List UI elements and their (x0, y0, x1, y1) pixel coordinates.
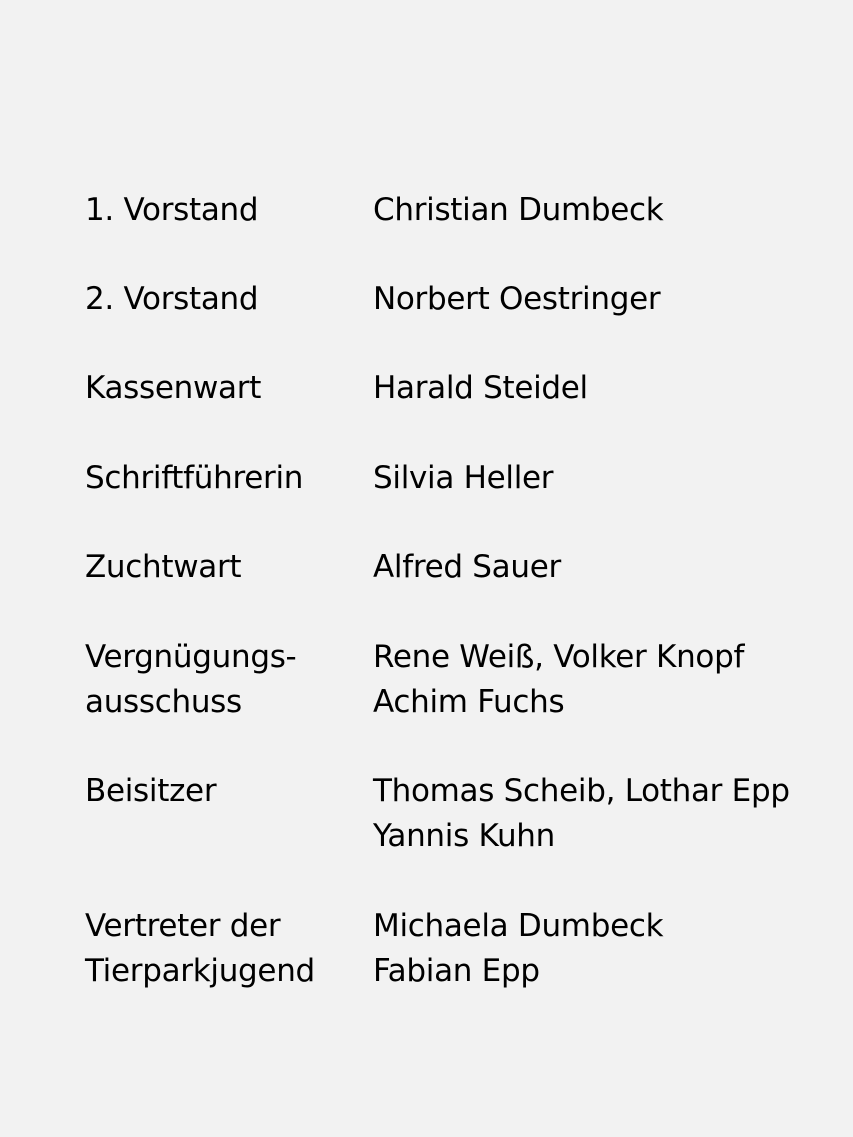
role-line: Vergnügungs- (85, 639, 297, 675)
role-label (85, 277, 365, 322)
name-line: Achim Fuchs (373, 684, 565, 720)
name-line: Michaela Dumbeck (373, 908, 664, 944)
name-line: Thomas Scheib, Lothar Epp (373, 773, 790, 809)
role-label (85, 769, 365, 814)
role-line: 2. Vorstand (85, 281, 259, 317)
name-line: Norbert Oestringer (373, 281, 661, 317)
member-names (373, 188, 843, 233)
role-label (85, 366, 365, 411)
name-line: Alfred Sauer (373, 549, 561, 585)
name-line: Rene Weiß, Volker Knopf (373, 639, 745, 675)
role-label (85, 545, 365, 590)
role-line: Vertreter der (85, 908, 281, 944)
name-line: Fabian Epp (373, 953, 540, 989)
role-label (85, 635, 365, 725)
name-line: Yannis Kuhn (373, 818, 556, 854)
member-names (373, 456, 843, 501)
role-line: Tierparkjugend (85, 953, 315, 989)
member-names (373, 277, 843, 322)
member-names (373, 635, 843, 725)
role-line: Schriftführerin (85, 460, 304, 496)
role-label (85, 904, 365, 994)
member-names (373, 904, 843, 994)
member-names (373, 366, 843, 411)
name-line: Christian Dumbeck (373, 192, 664, 228)
role-line: Kassenwart (85, 370, 262, 406)
member-names (373, 545, 843, 590)
role-line: 1. Vorstand (85, 192, 259, 228)
role-line: ausschuss (85, 684, 242, 720)
member-names (373, 769, 843, 859)
name-line: Harald Steidel (373, 370, 588, 406)
role-label (85, 456, 365, 501)
name-line: Silvia Heller (373, 460, 554, 496)
role-label (85, 188, 365, 233)
role-line: Zuchtwart (85, 549, 242, 585)
role-line: Beisitzer (85, 773, 217, 809)
